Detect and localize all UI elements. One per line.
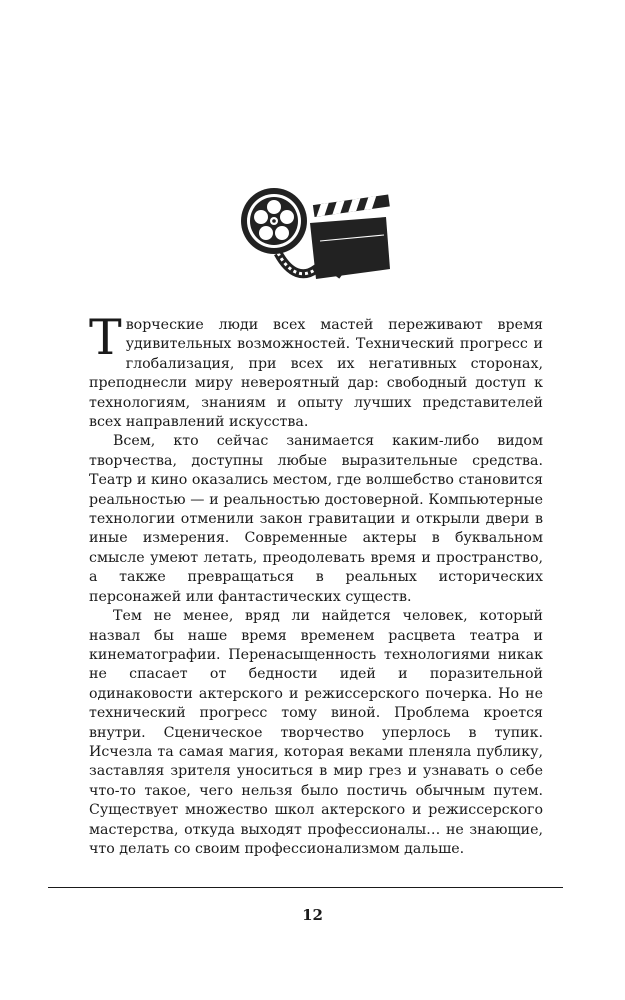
body-text xyxy=(89,309,543,859)
paragraph-1-text: ворческие люди всех мастей переживают время удивительных возможностей. Технический прогресс и глобализация, при всех их негативных сторонах, преподнесли миру невероятный дар: свободный доступ к технологиям, знаниям и опыту лучших представителей всех направлений искусства. xyxy=(89,317,543,431)
film-illustration-svg xyxy=(238,183,393,288)
film-reel-and-clapperboard-icon xyxy=(238,183,393,288)
page-number: 12 xyxy=(302,906,323,924)
paragraph-1 xyxy=(89,309,543,432)
footer-divider xyxy=(48,887,563,888)
drop-cap: Т xyxy=(89,309,122,366)
paragraph-2: Всем, кто сейчас занимается каким-либо видом творчества, доступны любые выразительные средства. Театр и кино оказались местом, где волшебство становится реальностью — и реальностью достоверной. Компьютерные технологии отменили закон гравитации и открыли двери в иные измерения. Современные актеры в буквальном смысле умеют летать, преодолевать время и пространство, а также превращаться в реальных исторических персонажей или фантастических существ. xyxy=(89,433,543,605)
paragraph-3: Тем не менее, вряд ли найдется человек, который назвал бы наше время временем расцвета театра и кинематографии. Перенасыщенность технологиями никак не спасает от бедности идей и поразительной одинаковости актерского и режиссерского почерка. Но не технический прогресс тому виной. Проблема кроется внутри. Сценическое творчество уперлось в тупик. Исчезла та самая магия, которая веками пленяла публику, заставляя зрителя уноситься в мир грез и узнавать о себе что-то такое, чего нельзя было постичь обычным путем. Существует множество школ актерского и режиссерского мастерства, откуда выходят профессионалы… не знающие, что делать со своим профессионализмом дальше. xyxy=(89,608,543,857)
